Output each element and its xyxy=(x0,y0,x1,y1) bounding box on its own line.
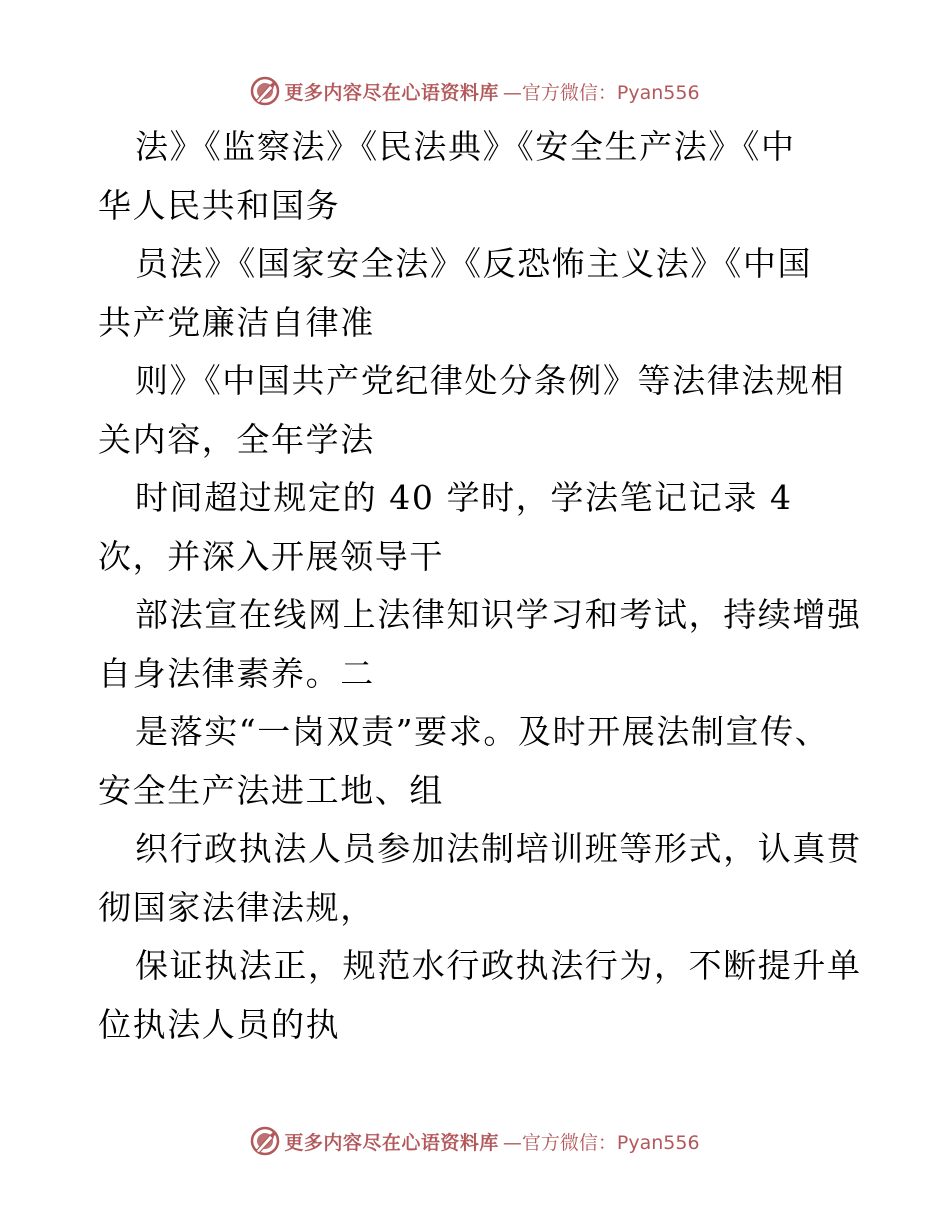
text-line: 部法宣在线网上法律知识学习和考试，持续增强 xyxy=(135,595,862,634)
footer-banner xyxy=(0,1124,950,1158)
banner-text: 更多内容尽在心语资料库 xyxy=(284,81,499,104)
text-line: 织行政执法人员参加法制培训班等形式，认真贯 xyxy=(135,829,862,868)
text-line: 员法》《国家安全法》《反恐怖主义法》《中国 xyxy=(135,244,813,283)
document-body xyxy=(98,118,862,1054)
text-line: 关内容，全年学法 xyxy=(98,419,375,459)
text-line: 共产党廉洁自律准 xyxy=(98,302,375,342)
text-line: 华人民共和国务 xyxy=(98,185,341,225)
banner-wechat-text: —官方微信：Pyan556 xyxy=(502,1131,700,1154)
text-line: 彻国家法律法规， xyxy=(98,887,375,927)
text-line: 法》《监察法》《民法典》《安全生产法》《中 xyxy=(135,127,796,166)
banner-wechat-text: —官方微信：Pyan556 xyxy=(502,81,700,104)
text-line: 是落实“一岗双责”要求。及时开展法制宣传、 xyxy=(135,712,830,751)
header-banner xyxy=(0,74,950,108)
text-line: 保证执法正，规范水行政执法行为，不断提升单 xyxy=(135,946,862,985)
text-line: 则》《中国共产党纪律处分条例》等法律法规相 xyxy=(135,361,846,400)
pen-circle-logo-icon xyxy=(250,76,280,106)
text-line: 次，并深入开展领导干 xyxy=(98,536,444,576)
text-line: 安全生产法进工地、组 xyxy=(98,770,444,810)
pen-circle-logo-icon xyxy=(250,1126,280,1156)
text-line: 时间超过规定的 40 学时，学法笔记记录 4 xyxy=(135,478,793,517)
text-line: 位执法人员的执 xyxy=(98,1004,341,1044)
banner-text: 更多内容尽在心语资料库 xyxy=(284,1131,499,1154)
text-line: 自身法律素养。二 xyxy=(98,653,375,693)
